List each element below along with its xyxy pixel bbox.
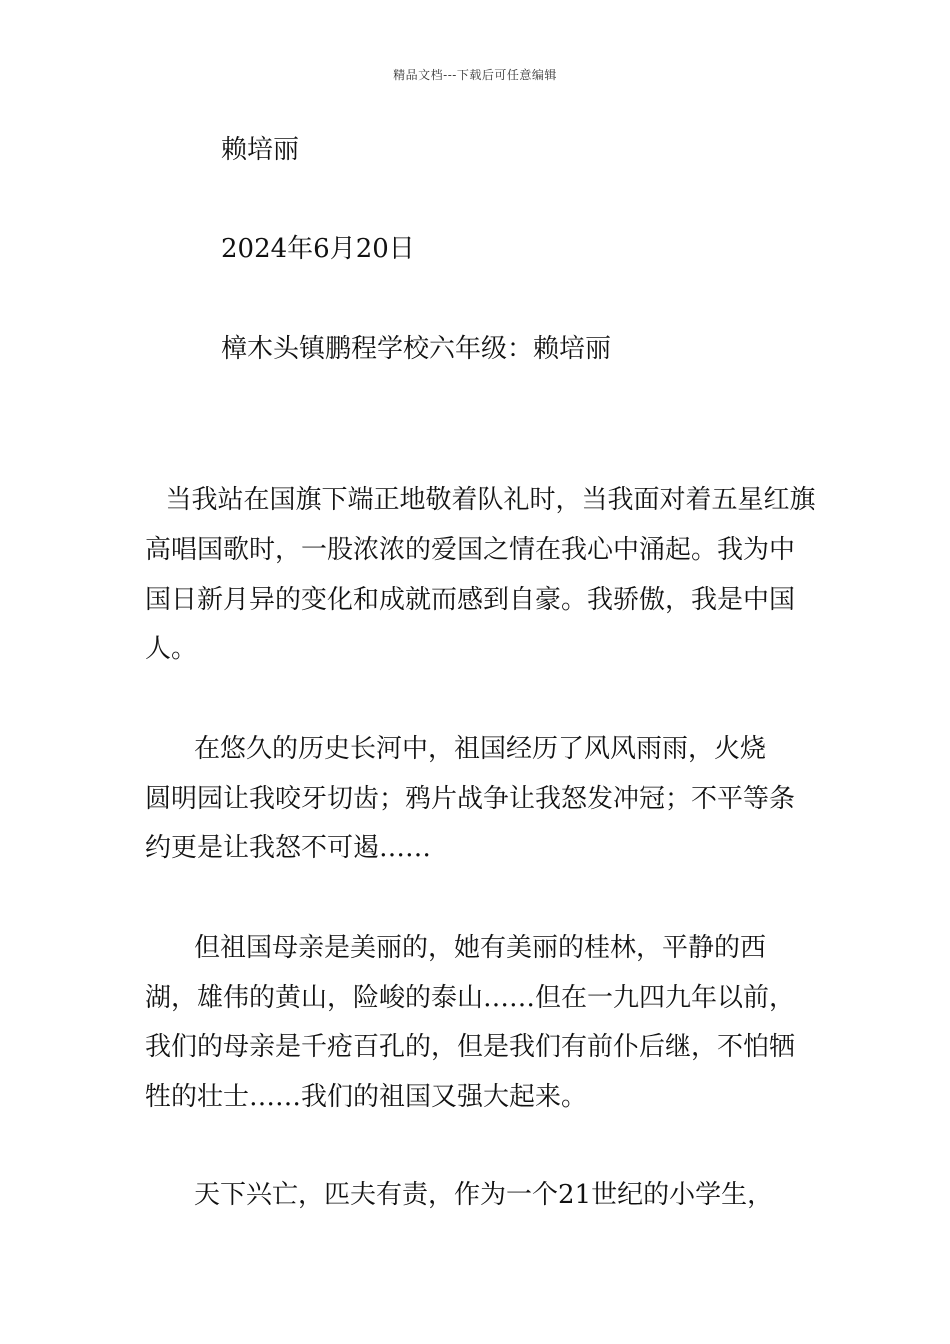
paragraph-1-line-2: 高唱国歌时，一股浓浓的爱国之情在我心中涌起。我为中 — [145, 535, 796, 565]
page-header: 精品文档---下载后可任意编辑 — [393, 68, 557, 82]
paragraph-2-line-2: 圆明园让我咬牙切齿；鸦片战争让我怒发冲冠；不平等条 — [145, 784, 796, 814]
paragraph-2-line-1: 在悠久的历史长河中，祖国经历了风风雨雨，火烧 — [161, 734, 767, 764]
paragraph-3-line-3: 我们的母亲是千疮百孔的，但是我们有前仆后继，不怕牺 — [145, 1032, 796, 1062]
paragraph-1-line-3: 国日新月异的变化和成就而感到自豪。我骄傲，我是中国 — [145, 585, 796, 615]
school-line: 樟木头镇鹏程学校六年级：赖培丽 — [221, 334, 612, 364]
paragraph-1-line-1: 当我站在国旗下端正地敬着队礼时，当我面对着五星红旗 — [149, 485, 816, 515]
paragraph-1-line-4: 人。 — [145, 634, 198, 664]
paragraph-3-line-4: 牲的壮士……我们的祖国又强大起来。 — [145, 1082, 588, 1112]
paragraph-3-line-1: 但祖国母亲是美丽的，她有美丽的桂林，平静的西 — [161, 933, 767, 963]
paragraph-3-line-2: 湖，雄伟的黄山，险峻的泰山……但在一九四九年以前， — [145, 983, 796, 1013]
paragraph-4-line-1: 天下兴亡，匹夫有责，作为一个21世纪的小学生， — [161, 1180, 774, 1210]
author-name: 赖培丽 — [221, 135, 300, 165]
document-date: 2024年6月20日 — [221, 234, 415, 264]
paragraph-2-line-3: 约更是让我怒不可遏…… — [145, 833, 432, 863]
